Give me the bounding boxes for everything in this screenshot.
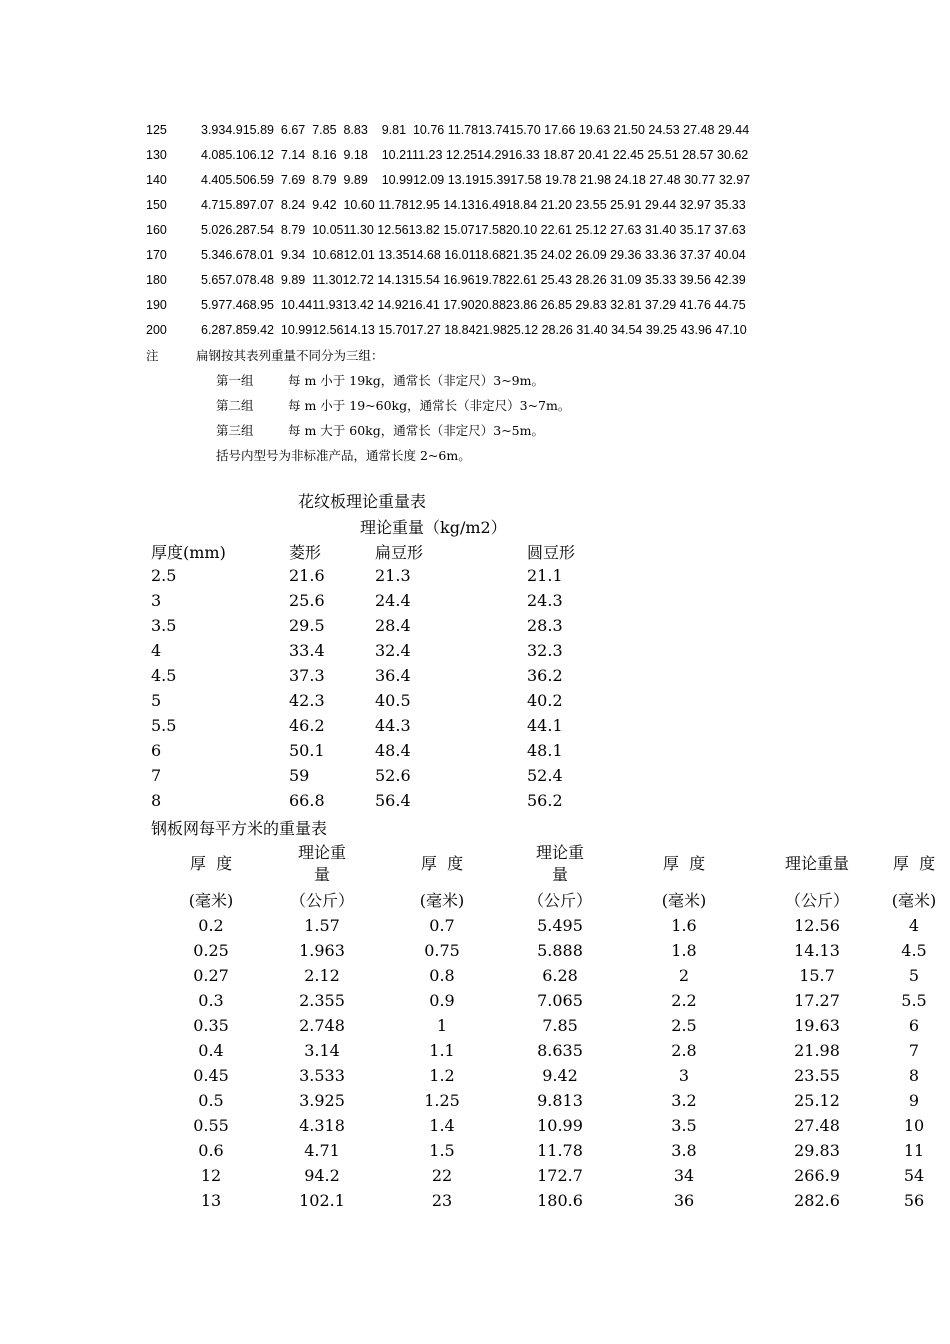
mesh-cell: 2.5: [671, 1016, 697, 1035]
mesh-title: 钢板网每平方米的重量表: [151, 819, 328, 838]
flat-steel-values: 3.934.915.89 6.67 7.85 8.83 9.81 10.76 11.7813.7415.70 17.66 19.63 21.50 24.53 27.48 29.44: [201, 123, 750, 137]
mesh-cell: 3.5: [671, 1116, 697, 1135]
checker-plate-cell: 5.5: [151, 716, 177, 735]
mesh-cell: 2.8: [671, 1041, 697, 1060]
mesh-header: 理论重 量: [535, 843, 585, 884]
bracket-note: 括号内型号为非标准产品，通常长度 2~6m。: [216, 448, 471, 463]
mesh-cell: 0.75: [424, 941, 460, 960]
checker-plate-cell: 32.4: [375, 641, 411, 660]
mesh-cell: 10: [903, 1116, 925, 1135]
group-1-text: 每 m 小于 19kg，通常长（非定尺）3~9m。: [288, 373, 544, 388]
checker-plate-cell: 36.4: [375, 666, 411, 685]
checker-plate-header-round: 圆豆形: [527, 543, 576, 562]
mesh-cell: 8.635: [537, 1041, 583, 1060]
mesh-cell: 9: [908, 1091, 920, 1110]
mesh-cell: 8: [908, 1066, 920, 1085]
flat-steel-size: 170: [146, 248, 167, 262]
flat-steel-size: 180: [146, 273, 167, 287]
checker-plate-cell: 28.3: [527, 616, 563, 635]
mesh-cell: 6: [908, 1016, 920, 1035]
flat-steel-values: 5.026.287.54 8.79 10.0511.30 12.5613.82 15.0717.5820.10 22.61 25.12 27.63 31.40 35.17 37.63: [201, 223, 746, 237]
mesh-cell: 11: [903, 1141, 925, 1160]
checker-plate-cell: 56.4: [375, 791, 411, 810]
checker-plate-cell: 56.2: [527, 791, 563, 810]
group-3-name: 第三组: [216, 423, 254, 438]
mesh-cell: 3.533: [299, 1066, 345, 1085]
checker-plate-cell: 32.3: [527, 641, 563, 660]
checker-plate-cell: 3: [151, 591, 162, 610]
checker-plate-cell: 4.5: [151, 666, 177, 685]
mesh-cell: 172.7: [537, 1166, 583, 1185]
mesh-cell: 0.35: [193, 1016, 229, 1035]
checker-plate-cell: 48.1: [527, 741, 563, 760]
mesh-cell: 2.355: [299, 991, 345, 1010]
mesh-cell: 5.495: [537, 916, 583, 935]
mesh-cell: 22: [431, 1166, 453, 1185]
mesh-cell: 282.6: [794, 1191, 840, 1210]
mesh-cell: 2: [678, 966, 690, 985]
checker-plate-cell: 21.3: [375, 566, 411, 585]
mesh-cell: 3.14: [304, 1041, 340, 1060]
mesh-cell: 5.5: [901, 991, 927, 1010]
mesh-cell: 7.85: [542, 1016, 578, 1035]
mesh-cell: 56: [903, 1191, 925, 1210]
mesh-cell: 2.12: [304, 966, 340, 985]
mesh-cell: 4: [908, 916, 920, 935]
mesh-cell: 3: [678, 1066, 690, 1085]
checker-plate-cell: 66.8: [289, 791, 325, 810]
mesh-cell: 12.56: [794, 916, 840, 935]
mesh-cell: 9.813: [537, 1091, 583, 1110]
note-text: 扁钢按其表列重量不同分为三组：: [196, 348, 384, 363]
mesh-unit: (毫米): [188, 891, 234, 910]
checker-plate-cell: 3.5: [151, 616, 177, 635]
mesh-cell: 10.99: [537, 1116, 583, 1135]
mesh-header: 厚 度: [189, 854, 233, 873]
mesh-header: 理论重量: [784, 854, 850, 873]
checker-plate-cell: 48.4: [375, 741, 411, 760]
mesh-cell: 1.4: [429, 1116, 455, 1135]
mesh-cell: 36: [673, 1191, 695, 1210]
mesh-cell: 3.925: [299, 1091, 345, 1110]
mesh-cell: 15.7: [799, 966, 835, 985]
checker-plate-cell: 21.6: [289, 566, 325, 585]
checker-plate-cell: 37.3: [289, 666, 325, 685]
flat-steel-values: 4.405.506.59 7.69 8.79 9.89 10.9912.09 13.1915.3917.58 19.78 21.98 24.18 27.48 30.77 32.97: [201, 173, 751, 187]
checker-plate-cell: 52.4: [527, 766, 563, 785]
mesh-cell: 0.3: [198, 991, 224, 1010]
checker-plate-cell: 44.3: [375, 716, 411, 735]
mesh-unit: （公斤）: [527, 891, 593, 910]
flat-steel-size: 140: [146, 173, 167, 187]
mesh-cell: 12: [200, 1166, 222, 1185]
mesh-cell: 1.963: [299, 941, 345, 960]
mesh-cell: 34: [673, 1166, 695, 1185]
flat-steel-size: 130: [146, 148, 167, 162]
checker-plate-cell: 33.4: [289, 641, 325, 660]
checker-plate-cell: 46.2: [289, 716, 325, 735]
mesh-cell: 54: [903, 1166, 925, 1185]
mesh-cell: 3.2: [671, 1091, 697, 1110]
checker-plate-subtitle: 理论重量（kg/m2）: [360, 518, 507, 537]
note-label: 注: [146, 348, 159, 363]
mesh-cell: 13: [200, 1191, 222, 1210]
mesh-cell: 5: [908, 966, 920, 985]
checker-plate-header-lentil: 扁豆形: [375, 543, 424, 562]
mesh-header: 厚 度: [662, 854, 706, 873]
mesh-cell: 0.2: [198, 916, 224, 935]
mesh-cell: 7: [908, 1041, 920, 1060]
group-3-text: 每 m 大于 60kg，通常长（非定尺）3~5m。: [288, 423, 544, 438]
checker-plate-cell: 29.5: [289, 616, 325, 635]
mesh-cell: 23.55: [794, 1066, 840, 1085]
checker-plate-cell: 24.4: [375, 591, 411, 610]
flat-steel-values: 5.346.678.01 9.34 10.6812.01 13.3514.68 16.0118.6821.35 24.02 26.09 29.36 33.36 37.37 40.04: [201, 248, 746, 262]
checker-plate-cell: 4: [151, 641, 162, 660]
checker-plate-cell: 21.1: [527, 566, 563, 585]
checker-plate-cell: 52.6: [375, 766, 411, 785]
checker-plate-cell: 50.1: [289, 741, 325, 760]
flat-steel-size: 125: [146, 123, 167, 137]
flat-steel-values: 6.287.859.42 10.9912.5614.13 15.7017.27 18.8421.9825.12 28.26 31.40 34.54 39.25 43.96 47.10: [201, 323, 747, 337]
checker-plate-cell: 24.3: [527, 591, 563, 610]
mesh-cell: 1.57: [304, 916, 340, 935]
mesh-cell: 29.83: [794, 1141, 840, 1160]
mesh-cell: 11.78: [537, 1141, 583, 1160]
mesh-unit: （公斤）: [289, 891, 355, 910]
mesh-cell: 2.2: [671, 991, 697, 1010]
mesh-cell: 27.48: [794, 1116, 840, 1135]
mesh-cell: 6.28: [542, 966, 578, 985]
mesh-cell: 1: [436, 1016, 448, 1035]
checker-plate-cell: 6: [151, 741, 162, 760]
mesh-cell: 0.55: [193, 1116, 229, 1135]
group-2-text: 每 m 小于 19~60kg，通常长（非定尺）3~7m。: [288, 398, 571, 413]
mesh-cell: 7.065: [537, 991, 583, 1010]
mesh-cell: 5.888: [537, 941, 583, 960]
mesh-cell: 14.13: [794, 941, 840, 960]
checker-plate-cell: 7: [151, 766, 162, 785]
mesh-cell: 4.318: [299, 1116, 345, 1135]
mesh-cell: 0.25: [193, 941, 229, 960]
mesh-cell: 3.8: [671, 1141, 697, 1160]
mesh-header: 理论重 量: [297, 843, 347, 884]
mesh-cell: 1.1: [429, 1041, 455, 1060]
mesh-cell: 19.63: [794, 1016, 840, 1035]
mesh-cell: 1.8: [671, 941, 697, 960]
mesh-cell: 0.45: [193, 1066, 229, 1085]
mesh-cell: 25.12: [794, 1091, 840, 1110]
checker-plate-cell: 36.2: [527, 666, 563, 685]
group-2-name: 第二组: [216, 398, 254, 413]
checker-plate-cell: 44.1: [527, 716, 563, 735]
mesh-cell: 23: [431, 1191, 453, 1210]
mesh-cell: 1.5: [429, 1141, 455, 1160]
flat-steel-values: 4.085.106.12 7.14 8.16 9.18 10.2111.23 12.2514.2916.33 18.87 20.41 22.45 25.51 28.57 30.62: [201, 148, 749, 162]
mesh-header: 厚 度: [892, 854, 936, 873]
mesh-cell: 2.748: [299, 1016, 345, 1035]
checker-plate-cell: 28.4: [375, 616, 411, 635]
mesh-unit: (毫米): [419, 891, 465, 910]
mesh-cell: 266.9: [794, 1166, 840, 1185]
checker-plate-cell: 2.5: [151, 566, 177, 585]
mesh-cell: 1.6: [671, 916, 697, 935]
flat-steel-values: 4.715.897.07 8.24 9.42 10.60 11.7812.95 14.1316.4918.84 21.20 23.55 25.91 29.44 32.97 35.33: [201, 198, 746, 212]
flat-steel-size: 150: [146, 198, 167, 212]
mesh-cell: 0.8: [429, 966, 455, 985]
mesh-cell: 17.27: [794, 991, 840, 1010]
mesh-cell: 0.9: [429, 991, 455, 1010]
checker-plate-header-diamond: 菱形: [289, 543, 322, 562]
mesh-cell: 1.2: [429, 1066, 455, 1085]
mesh-cell: 94.2: [304, 1166, 340, 1185]
mesh-cell: 4.5: [901, 941, 927, 960]
mesh-cell: 0.6: [198, 1141, 224, 1160]
checker-plate-cell: 5: [151, 691, 162, 710]
checker-plate-header-thickness: 厚度(mm): [151, 543, 226, 562]
mesh-cell: 9.42: [542, 1066, 578, 1085]
mesh-unit: (毫米): [891, 891, 937, 910]
mesh-cell: 21.98: [794, 1041, 840, 1060]
mesh-cell: 0.27: [193, 966, 229, 985]
mesh-cell: 0.5: [198, 1091, 224, 1110]
flat-steel-size: 200: [146, 323, 167, 337]
checker-plate-cell: 8: [151, 791, 162, 810]
checker-plate-cell: 25.6: [289, 591, 325, 610]
mesh-cell: 0.7: [429, 916, 455, 935]
checker-plate-cell: 40.5: [375, 691, 411, 710]
mesh-header: 厚 度: [420, 854, 464, 873]
flat-steel-values: 5.657.078.48 9.89 11.3012.72 14.1315.54 16.9619.7822.61 25.43 28.26 31.09 35.33 39.56 42.39: [201, 273, 746, 287]
checker-plate-cell: 40.2: [527, 691, 563, 710]
mesh-cell: 180.6: [537, 1191, 583, 1210]
mesh-cell: 102.1: [299, 1191, 345, 1210]
checker-plate-cell: 59: [289, 766, 310, 785]
checker-plate-title: 花纹板理论重量表: [298, 492, 427, 511]
mesh-unit: （公斤）: [784, 891, 850, 910]
group-1-name: 第一组: [216, 373, 254, 388]
mesh-cell: 1.25: [424, 1091, 460, 1110]
flat-steel-size: 160: [146, 223, 167, 237]
mesh-cell: 0.4: [198, 1041, 224, 1060]
mesh-unit: (毫米): [661, 891, 707, 910]
flat-steel-size: 190: [146, 298, 167, 312]
checker-plate-cell: 42.3: [289, 691, 325, 710]
flat-steel-values: 5.977.468.95 10.4411.9313.42 14.9216.41 17.9020.8823.86 26.85 29.83 32.81 37.29 41.76 44.75: [201, 298, 746, 312]
mesh-cell: 4.71: [304, 1141, 340, 1160]
